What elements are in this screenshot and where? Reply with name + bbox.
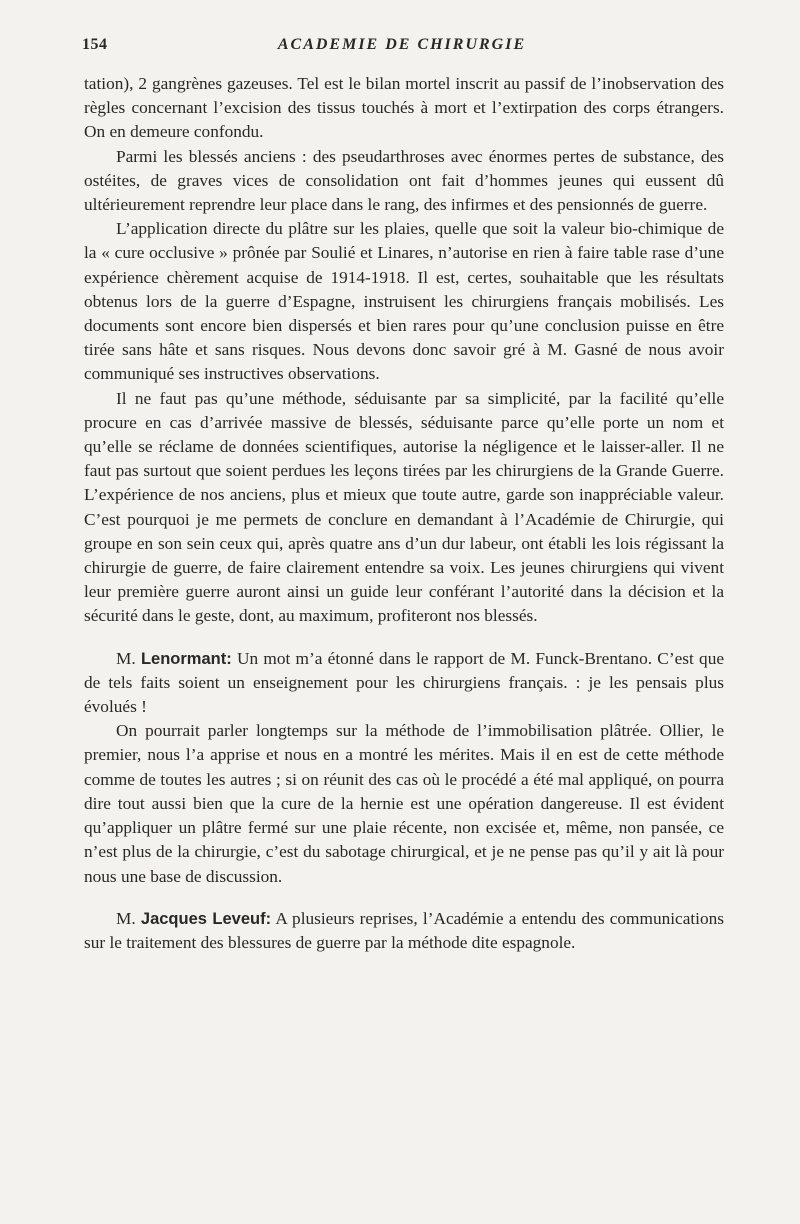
speaker-title: M. bbox=[116, 648, 136, 668]
speech-leveuf bbox=[84, 907, 724, 955]
speech-leveuf-text: A plusieurs reprises, l’Académie a entendu des communications sur le traitement des blessures de guerre par la méthode dite espagnole. bbox=[84, 908, 724, 952]
body-text bbox=[84, 72, 724, 955]
paragraph-1: tation), 2 gangrènes gazeuses. Tel est le bilan mortel inscrit au passif de l’inobservation des règles concernant l’excision des tissus touchés à mort et l’extirpation des corps étrangers. On en demeure confondu. bbox=[84, 74, 724, 142]
speech-lenormant-text: Un mot m’a étonné dans le rapport de M. Funck-Brentano. C’est que de tels faits soient un enseignement pour les chirurgiens français. : je les pensais plus évolués ! bbox=[84, 648, 725, 717]
speaker-name-lenormant: Lenormant: bbox=[140, 649, 232, 668]
speech-lenormant-continuation: On pourrait parler longtemps sur la méthode de l’immobilisation plâtrée. Ollier, le premier, nous l’a apprise et nous en a montré les mérites. Mais il en est de cette méthode comme de toutes les autres ; si on réunit des cas où le procédé a été mal appliqué, on pourra dire tout aussi bien que la cure de la hernie est une opération dangereuse. Il est évident qu’appliquer un plâtre fermé sur une plaie récente, non excisée et, même, non pansée, ce n’est plus de la chirurgie, c’est du sabotage chirurgical, et je ne pense pas qu’il y ait là pour nous une base de discussion. bbox=[84, 721, 724, 886]
running-title: ACADEMIE DE CHIRURGIE bbox=[277, 36, 527, 53]
paragraph-3: L’application directe du plâtre sur les plaies, quelle que soit la valeur bio-chimique de la « cure occlusive » prônée par Soulié et Linares, n’autorise en rien à faire table rase d’une expérience chèrement acquise de 1914-1918. Il est, certes, souhaitable que les résultats obtenus lors de la guerre d’Espagne, instruisent les chirurgiens français mobilisés. Les documents sont encore bien dispersés et bien rares pour qu’une conclusion puisse en être tirée sans hâte et sans risques. Nous devons donc savoir gré à M. Gasné de nous avoir communiqué ses instructives observations. bbox=[84, 219, 724, 384]
paragraph-2: Parmi les blessés anciens : des pseudarthroses avec énormes pertes de substance, des ostéites, de graves vices de consolidation ont fait d’hommes jeunes qui eussent dû ultérieurement reprendre leur place dans le rang, des infirmes et des pensionnés de guerre. bbox=[84, 146, 724, 215]
speaker-name-leveuf: Jacques Leveuf: bbox=[140, 909, 272, 928]
page-number: 154 bbox=[82, 36, 108, 53]
speaker-title: M. bbox=[116, 908, 136, 928]
page-header bbox=[82, 36, 722, 56]
speech-lenormant bbox=[84, 647, 724, 720]
paragraph-4: Il ne faut pas qu’une méthode, séduisante par sa simplicité, par la facilité qu’elle procure en cas d’arrivée massive de blessés, séduisante parce qu’elle porte un nom et qu’elle se réclame de données scientifiques, autorise la négligence et le laisser-aller. Il ne faut pas surtout que soient perdues les leçons tirées par les chirurgiens de la Grande Guerre. L’expérience de nos anciens, plus et mieux que toute autre, garde son inappréciable valeur. C’est pourquoi je me permets de conclure en demandant à l’Académie de Chirurgie, qui groupe en son sein ceux qui, après quatre ans d’un dur labeur, ont établi les lois régissant la chirurgie de guerre, de faire clairement entendre sa voix. Les jeunes chirurgiens qui vivent leur première guerre auront ainsi un guide leur conférant l’autorité dans la décision et la sécurité dans le geste, dont, au maximum, profiteront nos blessés. bbox=[84, 388, 724, 626]
